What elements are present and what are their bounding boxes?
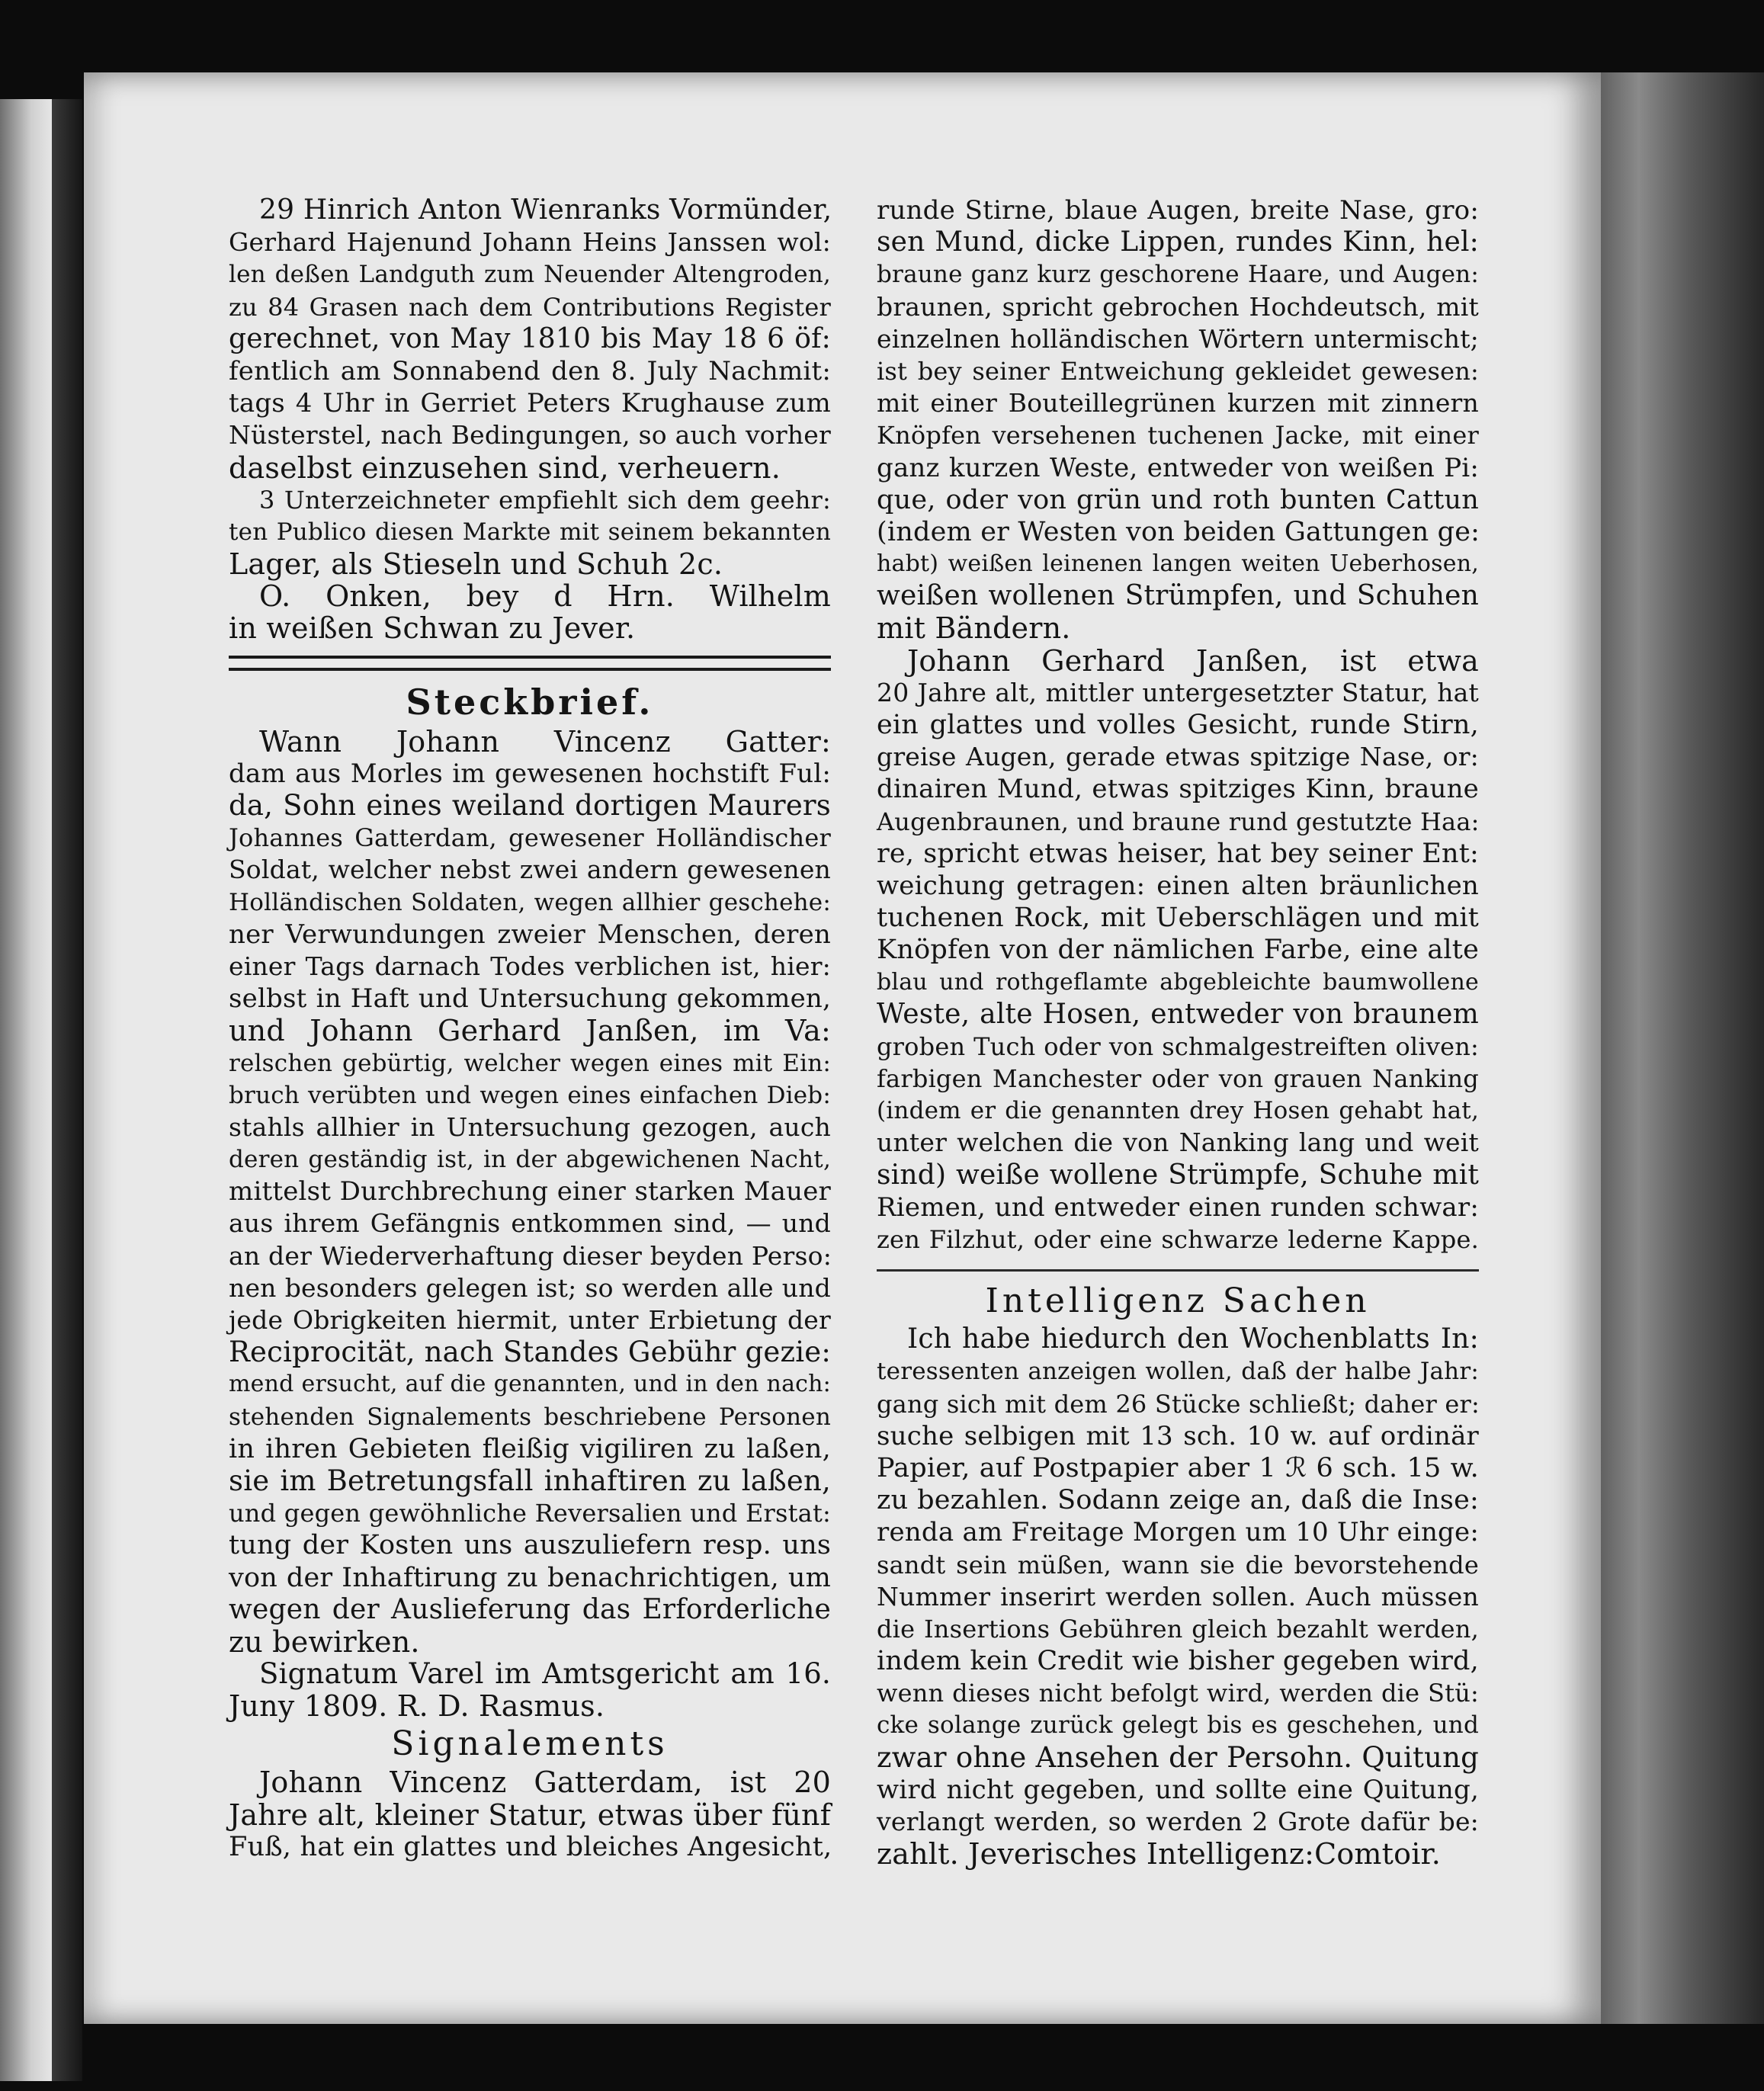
text-line: renda am Freitage Morgen um 10 Uhr einge: — [877, 1517, 1479, 1548]
text-line: tags 4 Uhr in Gerriet Peters Krughause zum — [229, 388, 831, 419]
text-line: groben Tuch oder von schmalgestreiften oliven: — [877, 1031, 1479, 1061]
text-line: relschen gebürtig, welcher wegen eines mit Ein: — [229, 1049, 831, 1077]
signalements-heading: Signalements — [391, 1724, 669, 1764]
text-line: Nummer inserirt werden sollen. Auch müssen — [877, 1581, 1479, 1612]
text-line: stahls allhier in Untersuchung gezogen, auch — [229, 1111, 831, 1142]
signalements-body — [229, 1766, 831, 1863]
text-line: Ich habe hiedurch den Wochenblatts In: — [907, 1323, 1479, 1355]
left-column — [229, 194, 831, 1863]
text-line: da, Sohn eines weiland dortigen Maurers — [229, 789, 831, 822]
text-line: ist bey seiner Entweichung gekleidet gewesen: — [877, 356, 1479, 386]
text-line: Juny 1809. R. D. Rasmus. — [229, 1689, 605, 1724]
text-line: sandt sein müßen, wann sie die bevorstehende — [877, 1550, 1479, 1579]
text-line: Fuß, hat ein glattes und bleiches Angesicht, — [229, 1831, 832, 1862]
text-line: Gerhard Hajenund Johann Heins Janssen wol: — [229, 227, 831, 258]
text-line: und Johann Gerhard Janßen, im Va: — [229, 1014, 831, 1048]
text-line: verlangt werden, so werden 2 Grote dafür be: — [877, 1807, 1479, 1836]
text-line: jede Obrigkeiten hiermit, unter Erbietung der — [229, 1305, 831, 1335]
text-line: Weste, alte Hosen, entweder von braunem — [877, 998, 1479, 1030]
text-line: ten Publico diesen Markte mit seinem bekannten — [229, 518, 831, 546]
text-line: einer Tags darnach Todes verblichen ist, hier: — [229, 951, 831, 981]
text-line: zahlt. Jeverisches Intelligenz:Comtoir. — [877, 1837, 1442, 1871]
signalement-continued — [877, 194, 1479, 645]
text-line: (indem er die genannten drey Hosen gehabt hat, — [877, 1097, 1479, 1125]
text-line: sind) weiße wollene Strümpfe, Schuhe mit — [877, 1159, 1479, 1191]
text-line: 20 Jahre alt, mittler untergesetzter Statur, hat — [877, 677, 1479, 707]
text-line: Signatum Varel im Amtsgericht am 16. — [259, 1657, 831, 1691]
text-line: gang sich mit dem 26 Stücke schließt; daher er: — [877, 1389, 1480, 1419]
text-line: ner Verwundungen zweier Menschen, deren — [229, 919, 831, 950]
text-line: und gegen gewöhnliche Reversalien und Erstat: — [229, 1499, 831, 1528]
text-line: einzelnen holländischen Wörtern untermischt; — [877, 323, 1479, 354]
text-line: stehenden Signalements beschriebene Personen — [229, 1403, 831, 1431]
text-line: Nüsterstel, nach Bedingungen, so auch vorher — [229, 420, 831, 451]
text-line: unter welchen die von Nanking lang und weit — [877, 1127, 1479, 1158]
text-line: zwar ohne Ansehen der Persohn. Quitung — [877, 1740, 1479, 1774]
text-line: Holländischen Soldaten, wegen allhier geschehe: — [229, 888, 831, 916]
steckbrief-body — [229, 726, 831, 1658]
text-line: mend ersucht, auf die genannten, und in den nach: — [229, 1371, 831, 1398]
text-line: ein glattes und volles Gesicht, runde Stirn, — [877, 710, 1479, 740]
text-line: Augenbraunen, und braune rund gestutzte Haa: — [877, 807, 1480, 836]
book-gutter — [52, 99, 82, 2081]
text-line: zen Filzhut, oder eine schwarze lederne Kappe. — [877, 1225, 1479, 1254]
text-line: braune ganz kurz geschorene Haare, und Augen: — [877, 261, 1479, 289]
text-line: in ihren Gebieten fleißig vigiliren zu laßen, — [229, 1433, 831, 1464]
text-line: O. Onken, bey d Hrn. Wilhelm — [259, 579, 831, 614]
text-line: in weißen Schwan zu Jever. — [229, 611, 636, 646]
section-divider — [877, 1269, 1479, 1272]
text-line: que, oder von grün und roth bunten Cattun — [877, 484, 1479, 515]
text-line: nen besonders gelegen ist; so werden alle und — [229, 1272, 831, 1303]
text-line: Lager, als Stieseln und Schuh 2c. — [229, 547, 723, 582]
text-line: tuchenen Rock, mit Ueberschlägen und mit — [877, 903, 1479, 934]
text-line: sen Mund, dicke Lippen, rundes Kinn, hel: — [877, 226, 1479, 258]
text-line: selbst in Haft und Untersuchung gekommen, — [229, 983, 831, 1015]
text-line: von der Inhaftirung zu benachrichtigen, um — [229, 1562, 831, 1593]
text-line: teressenten anzeigen wollen, daß der halbe Jahr: — [877, 1358, 1479, 1386]
text-line: braunen, spricht gebrochen Hochdeutsch, mit — [877, 291, 1479, 322]
text-line: zu 84 Grasen nach dem Contributions Register — [229, 292, 831, 322]
text-line: die Insertions Gebühren gleich bezahlt werden, — [877, 1614, 1479, 1644]
text-line: bruch verübten und wegen eines einfachen Dieb: — [229, 1081, 831, 1109]
text-line: an der Wiederverhaftung dieser beyden Perso: — [229, 1240, 832, 1271]
text-line: Johann Gerhard Janßen, ist etwa — [907, 643, 1479, 678]
text-line: dinairen Mund, etwas spitziges Kinn, braune — [877, 774, 1479, 805]
text-line: cke solange zurück gelegt bis es geschehen, und — [877, 1711, 1479, 1740]
text-line: len deßen Landguth zum Neuender Altengroden, — [229, 261, 831, 289]
text-line: sie im Betretungsfall inhaftiren zu laßen, — [229, 1464, 831, 1497]
janssen-description — [877, 645, 1479, 1256]
text-line: zu bezahlen. Sodann zeige an, daß die Inse: — [877, 1485, 1479, 1516]
text-line: blau und rothgeflamte abgebleichte baumwollene — [877, 968, 1479, 996]
steckbrief-heading: Steckbrief. — [406, 681, 654, 723]
text-line: daselbst einzusehen sind, verheuern. — [229, 451, 781, 485]
left-page-edge — [0, 99, 52, 2081]
text-line: greise Augen, gerade etwas spitzige Nase, or: — [877, 742, 1479, 772]
text-line: suche selbigen mit 13 sch. 10 w. auf ordinär — [877, 1420, 1479, 1451]
text-line: aus ihrem Gefängnis entkommen sind, — und — [229, 1208, 831, 1239]
text-line: 3 Unterzeichneter empfiehlt sich dem geehr: — [259, 485, 831, 515]
text-line: Riemen, und entweder einen runden schwar: — [877, 1191, 1479, 1223]
text-line: wegen der Auslieferung das Erforderliche — [229, 1593, 831, 1625]
text-line: ganz kurzen Weste, entweder von weißen Pi: — [877, 452, 1479, 483]
text-line: Jahre alt, kleiner Statur, etwas über fünf — [229, 1798, 831, 1832]
text-line: (indem er Westen von beiden Gattungen ge: — [877, 516, 1480, 547]
text-line: Johannes Gatterdam, gewesener Holländischer — [229, 823, 831, 853]
signatum — [229, 1658, 831, 1722]
text-line: gerechnet, von May 1810 bis May 18 6 öf: — [229, 322, 831, 354]
text-line: wenn dieses nicht befolgt wird, werden die Stü: — [877, 1679, 1479, 1708]
text-line: 29 Hinrich Anton Wienranks Vormünder, — [259, 194, 832, 226]
text-line: fentlich am Sonnabend den 8. July Nachmit: — [229, 355, 831, 386]
text-line: Soldat, welcher nebst zwei andern gewesenen — [229, 855, 831, 885]
book-spine — [1597, 72, 1764, 2024]
text-line: mit einer Bouteillegrünen kurzen mit zinnern — [877, 388, 1479, 419]
section-divider — [229, 656, 831, 671]
newspaper-page — [84, 72, 1601, 2024]
text-line: habt) weißen leinenen langen weiten Ueberhosen, — [877, 550, 1479, 578]
text-line: farbigen Manchester oder von grauen Nanking — [877, 1064, 1479, 1094]
text-line: Papier, auf Postpapier aber 1 ℛ 6 sch. 15 w. — [877, 1452, 1479, 1483]
intelligenz-heading: Intelligenz Sachen — [985, 1281, 1371, 1321]
text-line: dam aus Morles im gewesenen hochstift Ful: — [229, 758, 831, 789]
text-line: tung der Kosten uns auszuliefern resp. uns — [229, 1530, 831, 1561]
text-line: re, spricht etwas heiser, hat bey seiner Ent: — [877, 838, 1479, 869]
text-line: wird nicht gegeben, und sollte eine Quitung, — [877, 1774, 1479, 1805]
text-line: mit Bändern. — [877, 611, 1071, 646]
notice-3 — [229, 484, 831, 645]
text-line: Knöpfen von der nämlichen Farbe, eine alte — [877, 935, 1479, 966]
text-line: weichung getragen: einen alten bräunlichen — [877, 870, 1479, 901]
notice-29 — [229, 194, 831, 484]
text-line: Reciprocität, nach Standes Gebühr gezie: — [229, 1336, 831, 1369]
text-line: Wann Johann Vincenz Gatter: — [259, 724, 831, 758]
intelligenz-body — [877, 1323, 1479, 1870]
text-line: weißen wollenen Strümpfen, und Schuhen — [877, 580, 1479, 612]
text-line: Knöpfen versehenen tuchenen Jacke, mit einer — [877, 421, 1479, 451]
right-column — [877, 194, 1479, 1870]
text-line: indem kein Credit wie bisher gegeben wird, — [877, 1646, 1479, 1677]
text-line: deren geständig ist, in der abgewichenen Nacht, — [229, 1146, 831, 1174]
text-line: runde Stirne, blaue Augen, breite Nase, gro: — [877, 195, 1479, 226]
text-line: Johann Vincenz Gatterdam, ist 20 — [259, 1765, 831, 1800]
text-line: mittelst Durchbrechung einer starken Mauer — [229, 1176, 831, 1207]
text-line: zu bewirken. — [229, 1624, 420, 1659]
